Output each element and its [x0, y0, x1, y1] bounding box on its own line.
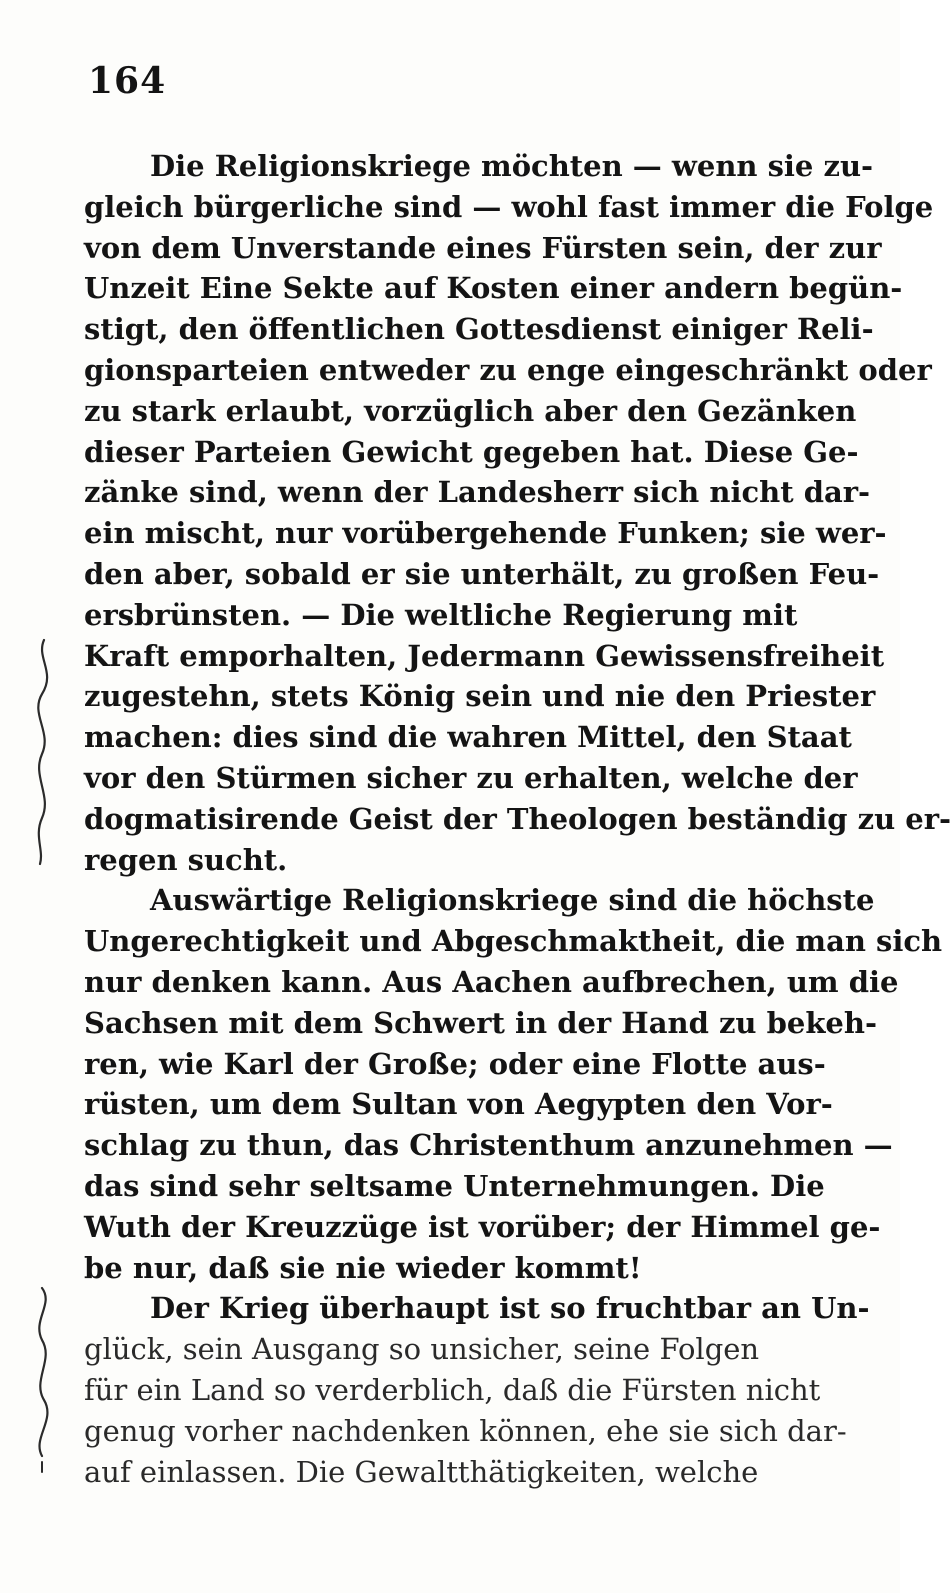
text-line: ein mischt, nur vorübergehende Funken; sie wer- [84, 516, 887, 551]
text-line: ersbrünsten. — Die weltliche Regierung mit [84, 597, 798, 632]
text-line: Die Religionskriege möchten — wenn sie zu- [150, 149, 874, 183]
text-line: gionsparteien entweder zu enge eingeschränkt oder [84, 352, 932, 387]
paragraph-1 [84, 146, 951, 880]
text-line: genug vorher nachdenken können, ehe sie sich dar- [84, 1413, 847, 1448]
text-line: schlag zu thun, das Christenthum anzunehmen — [84, 1128, 893, 1163]
text-line: Ungerechtigkeit und Abgeschmaktheit, die man sich [84, 924, 943, 959]
margin-brace-mark [22, 636, 62, 866]
text-line: Wuth der Kreuzzüge ist vorüber; der Himmel ge- [84, 1209, 881, 1244]
page-number: 164 [88, 60, 167, 102]
text-line: den aber, sobald er sie unterhält, zu großen Feu- [84, 556, 880, 591]
text-line: vor den Stürmen sicher zu erhalten, welche der [84, 760, 858, 795]
text-line: Auswärtige Religionskriege sind die höchste [150, 883, 875, 918]
text-line: ren, wie Karl der Große; oder eine Flotte aus- [84, 1046, 826, 1081]
text-line: zänke sind, wenn der Landesherr sich nicht dar- [84, 475, 871, 510]
text-line: für ein Land so verderblich, daß die Fürsten nicht [84, 1372, 821, 1407]
text-line: das sind sehr seltsame Unternehmungen. Die [84, 1168, 825, 1203]
text-line: Unzeit Eine Sekte auf Kosten einer andern begün- [84, 271, 903, 306]
text-line: auf einlassen. Die Gewaltthätigkeiten, welche [84, 1454, 759, 1489]
text-line: dogmatisirende Geist der Theologen beständig zu er- [84, 801, 951, 836]
text-line: gleich bürgerliche sind — wohl fast immer die Folge [84, 189, 934, 224]
margin-brace-mark [22, 1284, 62, 1474]
text-line: zugestehn, stets König sein und nie den Priester [84, 679, 876, 714]
text-line: machen: dies sind die wahren Mittel, den Staat [84, 720, 852, 755]
text-line: glück, sein Ausgang so unsicher, seine Folgen [84, 1332, 760, 1367]
text-line: rüsten, um dem Sultan von Aegypten den Vor- [84, 1087, 833, 1122]
text-line: Sachsen mit dem Schwert in der Hand zu bekeh- [84, 1005, 877, 1040]
text-line: von dem Unverstande eines Fürsten sein, der zur [84, 230, 882, 265]
text-line: Der Krieg überhaupt ist so fruchtbar an Un- [150, 1291, 870, 1326]
text-line: stigt, den öffentlichen Gottesdienst einiger Reli- [84, 312, 874, 347]
paragraph-3 [84, 1288, 870, 1492]
paragraph-2 [84, 880, 943, 1288]
text-body [84, 146, 951, 1492]
text-line: Kraft emporhalten, Jedermann Gewissensfreiheit [84, 638, 885, 673]
text-line: zu stark erlaubt, vorzüglich aber den Gezänken [84, 393, 857, 428]
text-line: nur denken kann. Aus Aachen aufbrechen, um die [84, 964, 899, 999]
text-line: regen sucht. [84, 842, 288, 877]
text-line: be nur, daß sie nie wieder kommt! [84, 1250, 642, 1285]
text-line: dieser Parteien Gewicht gegeben hat. Diese Ge- [84, 434, 859, 469]
